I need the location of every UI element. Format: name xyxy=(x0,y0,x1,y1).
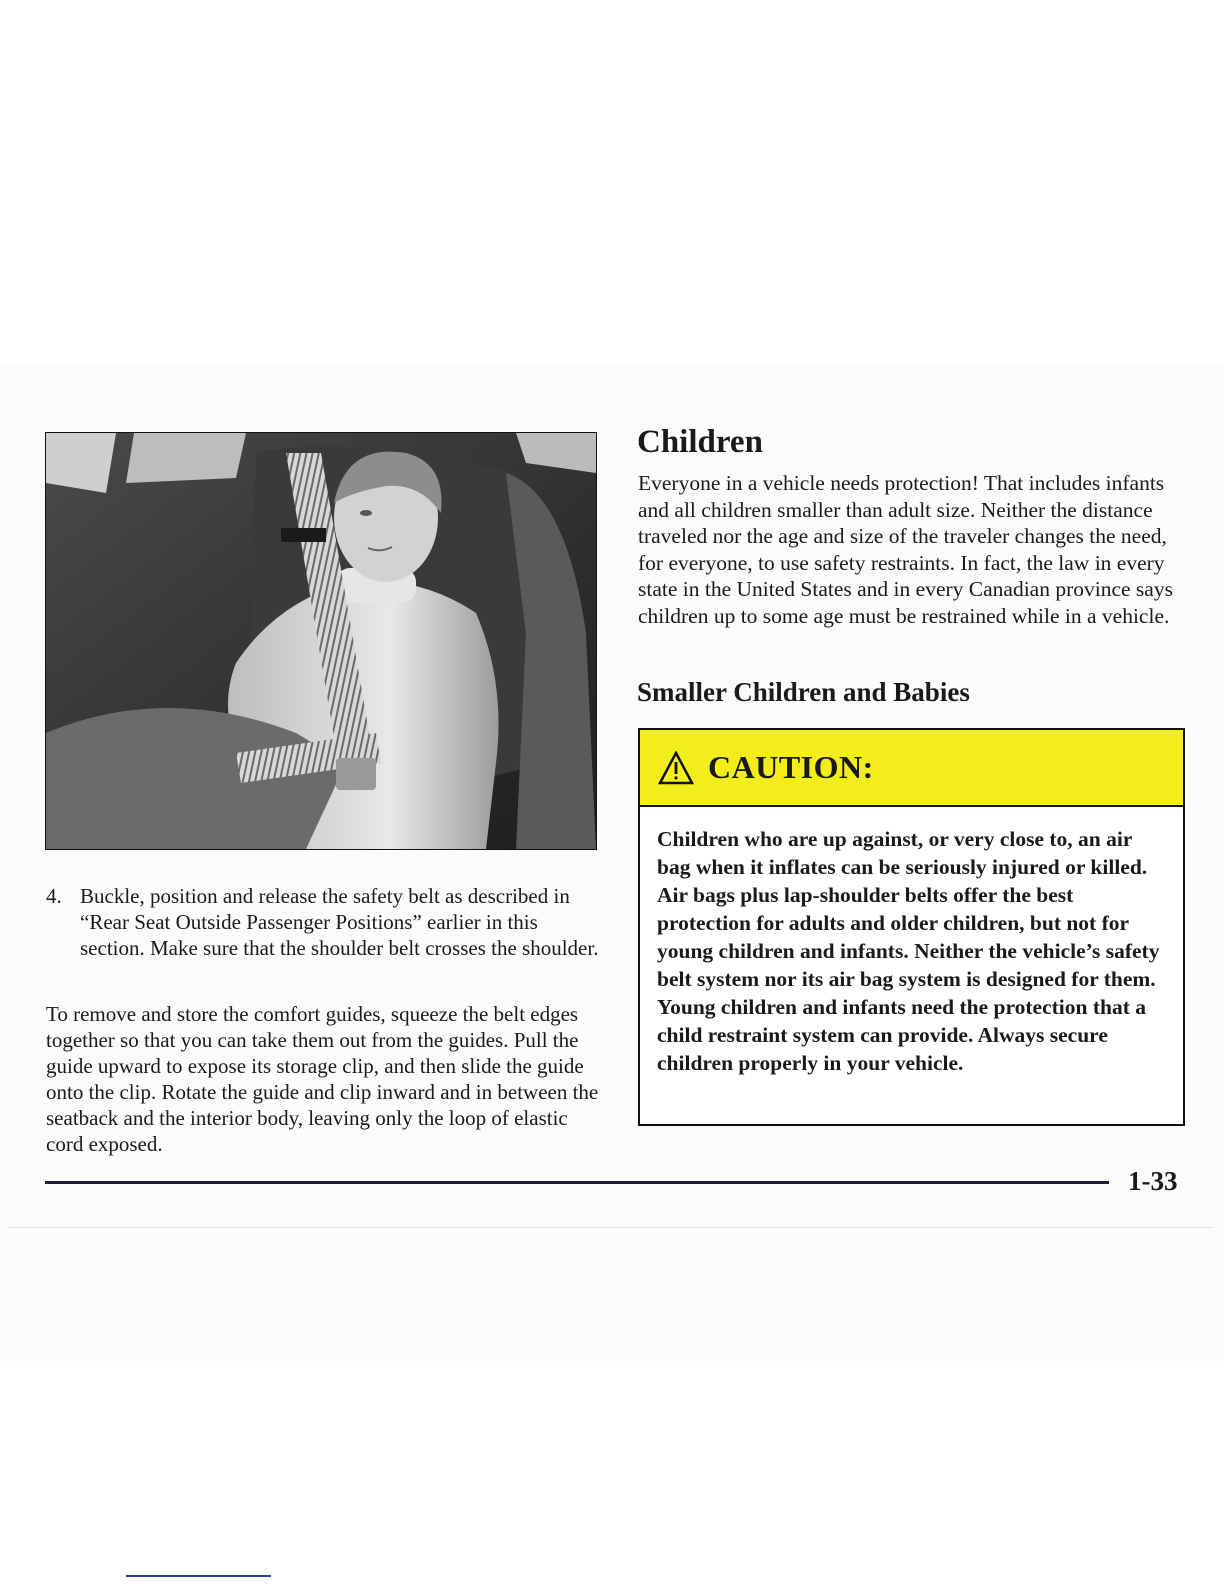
section-intro: Everyone in a vehicle needs protection! That includes infants and all children smaller than adult size. Neither the distance traveled nor the age and size of the traveler changes the need, for everyone, to use safety restraints. In fact, the law in every state in the United States and in every Canadian province says children up to some age must be restrained while in a vehicle. xyxy=(638,471,1173,628)
subsection-title: Smaller Children and Babies xyxy=(637,677,970,707)
caution-label: CAUTION: xyxy=(708,749,874,785)
warning-triangle-icon xyxy=(658,751,694,785)
caution-box xyxy=(638,728,1185,1126)
step-number: 4. xyxy=(46,884,62,908)
caution-header xyxy=(640,730,1183,807)
instruction-step xyxy=(46,883,606,961)
page-number: 1-33 xyxy=(1128,1166,1178,1196)
page-edge-divider xyxy=(8,1227,1213,1228)
caution-text: Children who are up against, or very close to, an air bag when it inflates can be seriously injured or killed. Air bags plus lap-shoulder belts offer the best protection for adults and older children, but not for young children and infants. Neither the vehicle’s safety belt system nor its air bag system is designed for them. Young children and infants need the protection that a child restraint system can provide. Always secure children properly in your vehicle. xyxy=(657,827,1160,1075)
child-seatbelt-illustration xyxy=(45,432,597,850)
footer-link-underline xyxy=(126,1575,271,1577)
comfort-guide-paragraph: To remove and store the comfort guides, squeeze the belt edges together so that you can take them out from the guides. Pull the guide upward to expose its storage clip, and then slide the guide onto the clip. Rotate the guide and clip inward and in between the seatback and the interior body, leaving only the loop of elastic cord exposed. xyxy=(46,1002,599,1156)
footer-rule xyxy=(45,1181,1109,1184)
step-text: Buckle, position and release the safety belt as described in “Rear Seat Outside Passenger Positions” earlier in this section. Make sure that the shoulder belt crosses the shoulder. xyxy=(80,884,599,960)
section-title: Children xyxy=(637,424,763,460)
